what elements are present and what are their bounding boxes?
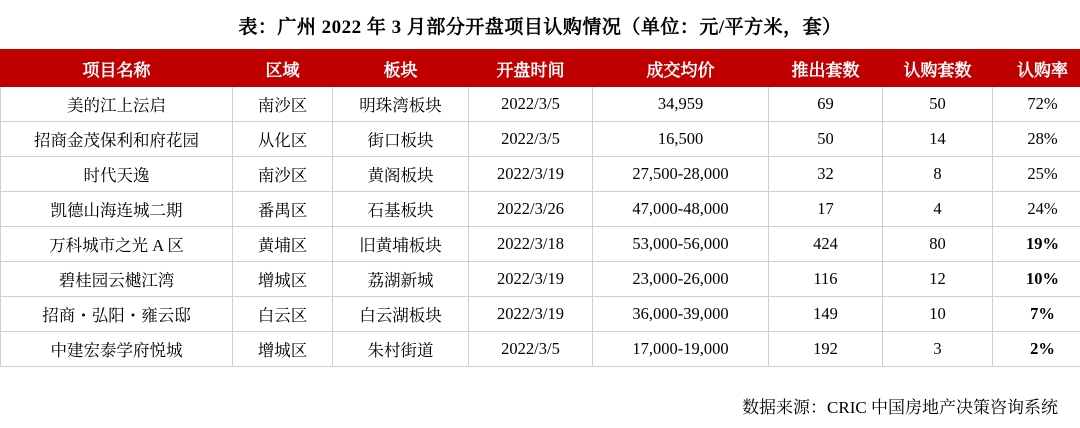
column-header-units-subscribed: 认购套数 xyxy=(883,50,993,87)
column-header-avg-price: 成交均价 xyxy=(593,50,769,87)
cell-open-date: 2022/3/5 xyxy=(469,87,593,122)
cell-avg-price: 23,000-26,000 xyxy=(593,262,769,297)
table-row xyxy=(1,262,1080,297)
cell-units-launched: 32 xyxy=(769,157,883,192)
cell-project-name: 时代天逸 xyxy=(1,157,233,192)
table-header-row xyxy=(1,50,1080,87)
cell-units-subscribed: 3 xyxy=(883,332,993,367)
cell-region: 番禺区 xyxy=(233,192,333,227)
cell-units-subscribed: 14 xyxy=(883,122,993,157)
cell-subscription-rate: 7% xyxy=(993,297,1080,332)
cell-block: 朱村街道 xyxy=(333,332,469,367)
cell-units-subscribed: 4 xyxy=(883,192,993,227)
table-row xyxy=(1,192,1080,227)
cell-block: 明珠湾板块 xyxy=(333,87,469,122)
column-header-units-launched: 推出套数 xyxy=(769,50,883,87)
cell-subscription-rate: 25% xyxy=(993,157,1080,192)
cell-avg-price: 36,000-39,000 xyxy=(593,297,769,332)
cell-block: 街口板块 xyxy=(333,122,469,157)
cell-project-name: 招商・弘阳・雍云邸 xyxy=(1,297,233,332)
cell-project-name: 凯德山海连城二期 xyxy=(1,192,233,227)
column-header-block: 板块 xyxy=(333,50,469,87)
cell-subscription-rate: 24% xyxy=(993,192,1080,227)
cell-open-date: 2022/3/26 xyxy=(469,192,593,227)
cell-region: 从化区 xyxy=(233,122,333,157)
cell-units-launched: 424 xyxy=(769,227,883,262)
cell-units-subscribed: 12 xyxy=(883,262,993,297)
cell-units-launched: 17 xyxy=(769,192,883,227)
column-header-open-date: 开盘时间 xyxy=(469,50,593,87)
cell-avg-price: 53,000-56,000 xyxy=(593,227,769,262)
cell-block: 黄阁板块 xyxy=(333,157,469,192)
cell-subscription-rate: 19% xyxy=(993,227,1080,262)
cell-project-name: 美的江上沄启 xyxy=(1,87,233,122)
subscription-table xyxy=(0,49,1080,367)
cell-project-name: 碧桂园云樾江湾 xyxy=(1,262,233,297)
cell-avg-price: 17,000-19,000 xyxy=(593,332,769,367)
cell-units-launched: 69 xyxy=(769,87,883,122)
cell-units-launched: 50 xyxy=(769,122,883,157)
cell-units-subscribed: 8 xyxy=(883,157,993,192)
cell-open-date: 2022/3/5 xyxy=(469,332,593,367)
cell-avg-price: 34,959 xyxy=(593,87,769,122)
table-row xyxy=(1,227,1080,262)
cell-open-date: 2022/3/19 xyxy=(469,297,593,332)
cell-project-name: 招商金茂保利和府花园 xyxy=(1,122,233,157)
table-row xyxy=(1,297,1080,332)
cell-avg-price: 16,500 xyxy=(593,122,769,157)
cell-units-launched: 116 xyxy=(769,262,883,297)
table-row xyxy=(1,157,1080,192)
cell-region: 白云区 xyxy=(233,297,333,332)
cell-block: 旧黄埔板块 xyxy=(333,227,469,262)
cell-block: 白云湖板块 xyxy=(333,297,469,332)
cell-project-name: 万科城市之光 A 区 xyxy=(1,227,233,262)
cell-open-date: 2022/3/18 xyxy=(469,227,593,262)
cell-subscription-rate: 10% xyxy=(993,262,1080,297)
table-row xyxy=(1,87,1080,122)
cell-units-launched: 192 xyxy=(769,332,883,367)
cell-subscription-rate: 28% xyxy=(993,122,1080,157)
cell-subscription-rate: 2% xyxy=(993,332,1080,367)
table-row xyxy=(1,332,1080,367)
data-source-note: 数据来源：CRIC 中国房地产决策咨询系统 xyxy=(742,398,1058,417)
cell-units-subscribed: 10 xyxy=(883,297,993,332)
cell-avg-price: 47,000-48,000 xyxy=(593,192,769,227)
cell-units-launched: 149 xyxy=(769,297,883,332)
page-title: 表：广州 2022 年 3 月部分开盘项目认购情况（单位：元/平方米，套） xyxy=(238,17,842,38)
table-header xyxy=(1,50,1080,87)
cell-units-subscribed: 80 xyxy=(883,227,993,262)
column-header-subscription-rate: 认购率 xyxy=(993,50,1080,87)
cell-block: 石基板块 xyxy=(333,192,469,227)
cell-project-name: 中建宏泰学府悦城 xyxy=(1,332,233,367)
column-header-project-name: 项目名称 xyxy=(1,50,233,87)
cell-avg-price: 27,500-28,000 xyxy=(593,157,769,192)
cell-units-subscribed: 50 xyxy=(883,87,993,122)
cell-region: 南沙区 xyxy=(233,157,333,192)
cell-open-date: 2022/3/19 xyxy=(469,262,593,297)
cell-region: 增城区 xyxy=(233,262,333,297)
table-body xyxy=(1,87,1080,367)
column-header-region: 区域 xyxy=(233,50,333,87)
cell-region: 增城区 xyxy=(233,332,333,367)
cell-open-date: 2022/3/19 xyxy=(469,157,593,192)
cell-block: 荔湖新城 xyxy=(333,262,469,297)
cell-subscription-rate: 72% xyxy=(993,87,1080,122)
table-row xyxy=(1,122,1080,157)
cell-region: 南沙区 xyxy=(233,87,333,122)
cell-open-date: 2022/3/5 xyxy=(469,122,593,157)
cell-region: 黄埔区 xyxy=(233,227,333,262)
